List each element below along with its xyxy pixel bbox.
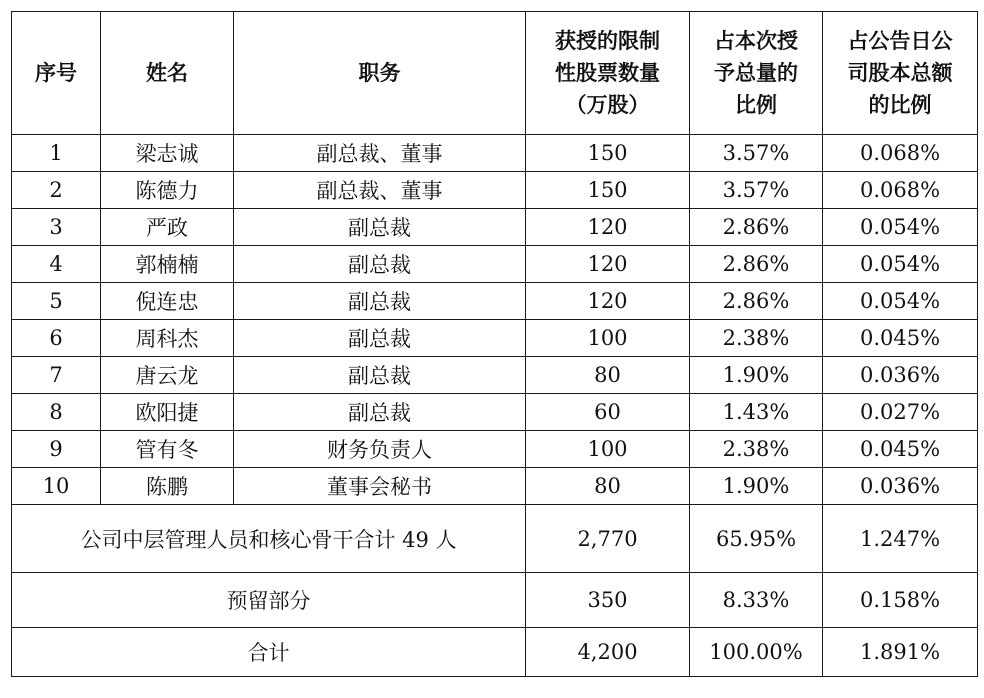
cell-grant-ratio: 1.90%: [690, 357, 823, 394]
cell-name: 唐云龙: [101, 357, 234, 394]
cell-shares: 150: [526, 135, 690, 172]
cell-shares: 80: [526, 357, 690, 394]
summary-row-middle-management: [12, 505, 978, 573]
cell-shares: 120: [526, 209, 690, 246]
cell-capital-ratio: 1.891%: [823, 628, 978, 677]
cell-title: 董事会秘书: [234, 468, 526, 505]
summary-label: 合计: [12, 628, 526, 677]
cell-name: 陈鹏: [101, 468, 234, 505]
cell-title: 副总裁: [234, 357, 526, 394]
cell-grant-ratio: 3.57%: [690, 172, 823, 209]
cell-no: 10: [12, 468, 101, 505]
cell-name: 梁志诚: [101, 135, 234, 172]
cell-no: 5: [12, 283, 101, 320]
cell-capital-ratio: 0.036%: [823, 468, 978, 505]
cell-name: 陈德力: [101, 172, 234, 209]
cell-title: 副总裁: [234, 246, 526, 283]
table-header-row: [12, 12, 978, 135]
table-row: [12, 135, 978, 172]
header-capital-ratio-line: 司股本总额: [847, 61, 953, 85]
table-row: [12, 431, 978, 468]
header-shares-line: 性股票数量: [555, 61, 660, 85]
cell-title: 财务负责人: [234, 431, 526, 468]
cell-name: 周科杰: [101, 320, 234, 357]
header-grant-ratio: [690, 12, 823, 135]
cell-shares: 120: [526, 283, 690, 320]
cell-grant-ratio: 1.90%: [690, 468, 823, 505]
cell-grant-ratio: 65.95%: [690, 505, 823, 573]
table-row: [12, 283, 978, 320]
table-row: [12, 394, 978, 431]
cell-shares: 120: [526, 246, 690, 283]
cell-shares: 100: [526, 431, 690, 468]
cell-shares: 2,770: [526, 505, 690, 573]
header-capital-ratio-line: 的比例: [868, 93, 932, 117]
cell-capital-ratio: 0.027%: [823, 394, 978, 431]
cell-no: 9: [12, 431, 101, 468]
cell-name: 严政: [101, 209, 234, 246]
cell-shares: 150: [526, 172, 690, 209]
header-shares: [526, 12, 690, 135]
header-name: 姓名: [101, 12, 234, 135]
cell-grant-ratio: 2.86%: [690, 246, 823, 283]
summary-label: 公司中层管理人员和核心骨干合计 49 人: [12, 505, 526, 573]
cell-grant-ratio: 2.38%: [690, 320, 823, 357]
summary-label: 预留部分: [12, 573, 526, 628]
cell-shares: 4,200: [526, 628, 690, 677]
table-row: [12, 209, 978, 246]
cell-capital-ratio: 0.054%: [823, 209, 978, 246]
table-row: [12, 246, 978, 283]
table-row: [12, 320, 978, 357]
summary-row-total: [12, 628, 978, 677]
cell-grant-ratio: 3.57%: [690, 135, 823, 172]
cell-capital-ratio: 0.054%: [823, 246, 978, 283]
cell-no: 6: [12, 320, 101, 357]
header-title: 职务: [234, 12, 526, 135]
cell-title: 副总裁、董事: [234, 172, 526, 209]
incentive-allocation-table: [11, 11, 978, 677]
cell-capital-ratio: 0.068%: [823, 135, 978, 172]
cell-name: 郭楠楠: [101, 246, 234, 283]
cell-capital-ratio: 0.045%: [823, 320, 978, 357]
summary-row-reserved: [12, 573, 978, 628]
header-capital-ratio: [823, 12, 978, 135]
cell-no: 8: [12, 394, 101, 431]
header-grant-ratio-line: 比例: [735, 93, 777, 117]
cell-capital-ratio: 0.054%: [823, 283, 978, 320]
cell-shares: 60: [526, 394, 690, 431]
cell-shares: 100: [526, 320, 690, 357]
cell-capital-ratio: 1.247%: [823, 505, 978, 573]
header-shares-line: （万股）: [565, 93, 650, 117]
cell-name: 欧阳捷: [101, 394, 234, 431]
table-row: [12, 468, 978, 505]
cell-title: 副总裁: [234, 394, 526, 431]
cell-name: 管有冬: [101, 431, 234, 468]
cell-shares: 350: [526, 573, 690, 628]
header-grant-ratio-line: 占本次授: [714, 29, 798, 53]
cell-no: 4: [12, 246, 101, 283]
cell-name: 倪连忠: [101, 283, 234, 320]
cell-capital-ratio: 0.036%: [823, 357, 978, 394]
header-capital-ratio-line: 占公告日公: [847, 29, 953, 53]
cell-grant-ratio: 2.86%: [690, 283, 823, 320]
cell-no: 7: [12, 357, 101, 394]
cell-title: 副总裁: [234, 283, 526, 320]
cell-grant-ratio: 100.00%: [690, 628, 823, 677]
cell-capital-ratio: 0.158%: [823, 573, 978, 628]
header-no: 序号: [12, 12, 101, 135]
cell-title: 副总裁: [234, 320, 526, 357]
cell-title: 副总裁: [234, 209, 526, 246]
header-shares-line: 获授的限制: [555, 29, 660, 53]
table-row: [12, 357, 978, 394]
cell-grant-ratio: 8.33%: [690, 573, 823, 628]
cell-capital-ratio: 0.068%: [823, 172, 978, 209]
cell-grant-ratio: 2.38%: [690, 431, 823, 468]
cell-no: 2: [12, 172, 101, 209]
cell-no: 3: [12, 209, 101, 246]
cell-title: 副总裁、董事: [234, 135, 526, 172]
cell-grant-ratio: 1.43%: [690, 394, 823, 431]
cell-shares: 80: [526, 468, 690, 505]
header-grant-ratio-line: 予总量的: [714, 61, 798, 85]
cell-no: 1: [12, 135, 101, 172]
cell-grant-ratio: 2.86%: [690, 209, 823, 246]
cell-capital-ratio: 0.045%: [823, 431, 978, 468]
table-row: [12, 172, 978, 209]
